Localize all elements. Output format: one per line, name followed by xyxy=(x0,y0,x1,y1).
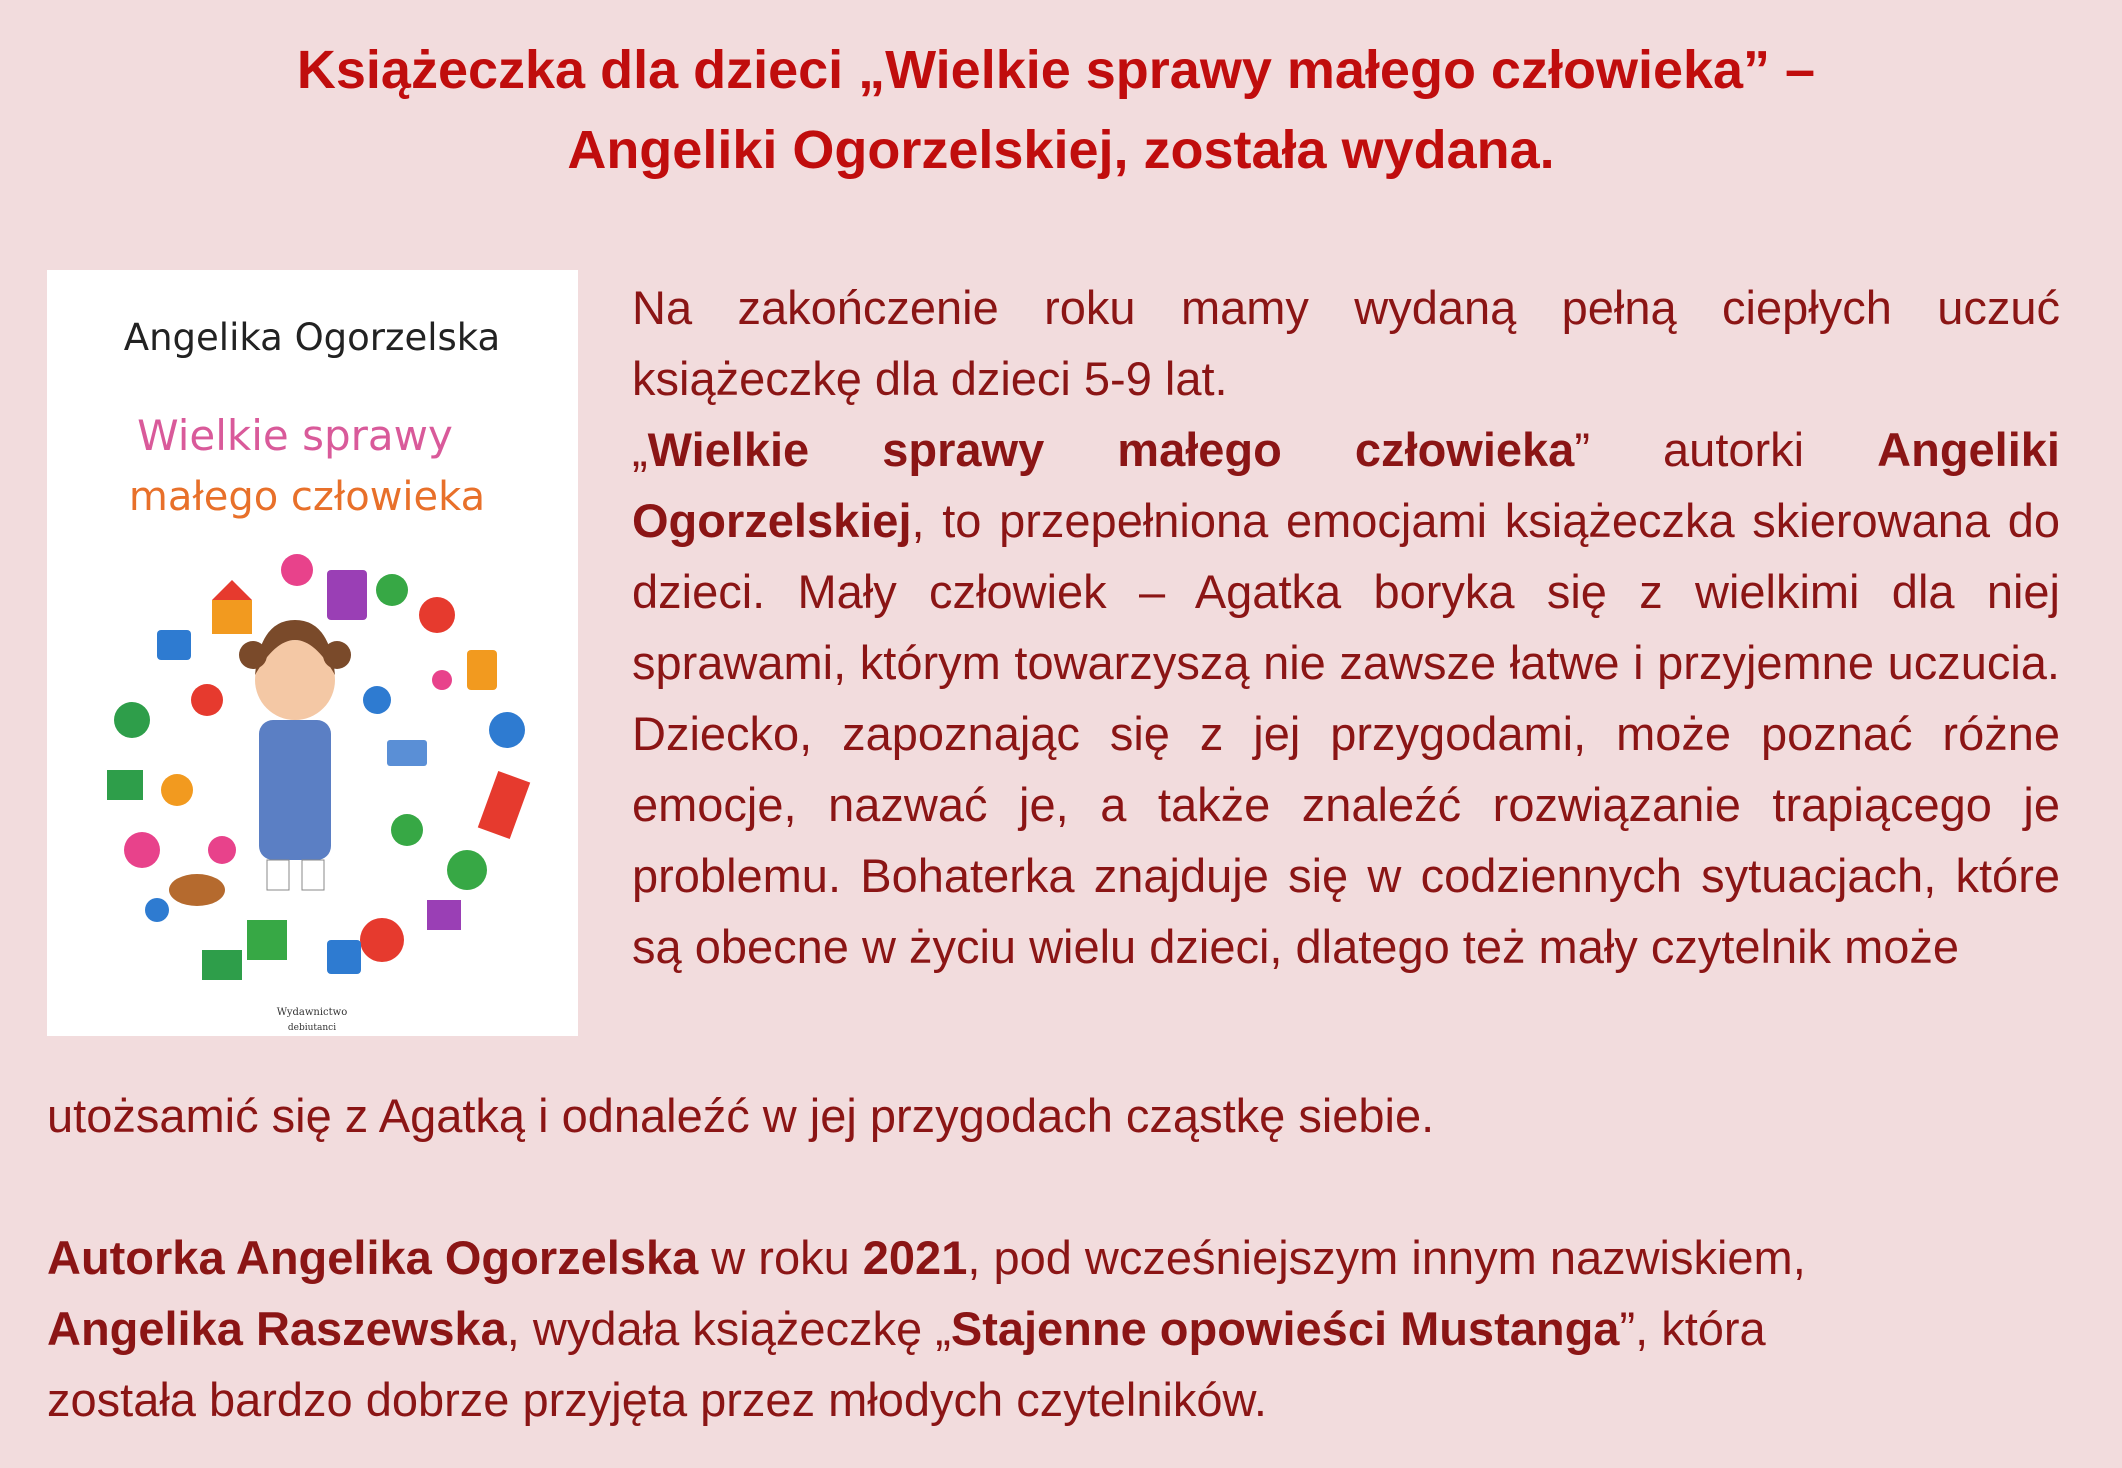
book-cover-image xyxy=(47,270,578,1036)
previous-book-title: Stajenne opowieści Mustanga xyxy=(950,1302,1620,1355)
intro-text-2: „Wielkie sprawy małego człowieka” autorki Angeliki Ogorzelskiej, to przepełniona emocjami książeczka skierowana do dzieci. Mały człowiek – Agatka boryka się z wielkimi dla niej sprawami, którym towarzyszą nie zawsze łatwe i przyjemne uczucia. Dziecko, zapoznając się z jej przygodami, może poznać różne emocje, nazwać je, a także znaleźć rozwiązanie trapiącego je problemu. Bohaterka znajduje się w codziennych sytuacjach, które są obecne w życiu wielu dzieci, dlatego też mały czytelnik może xyxy=(632,423,2060,973)
author-note-line-1: Autorka Angelika Ogorzelska w roku 2021, pod wcześniejszym innym nazwiskiem, xyxy=(47,1231,1806,1284)
book-title: Wielkie sprawy małego człowieka xyxy=(647,423,1575,476)
intro-text-1: Na zakończenie roku mamy wydaną pełną ciepłych uczuć książeczkę dla dzieci 5-9 lat. xyxy=(632,281,2060,405)
cover-publisher-line-1: Wydawnictwo xyxy=(276,1007,348,1018)
cover-publisher-line-2: debiutanci xyxy=(287,1023,337,1033)
cover-title-line-1: Wielkie sprawy xyxy=(137,411,453,460)
author-note xyxy=(47,1222,2077,1435)
author-name: Angeliki Ogorzelskiej xyxy=(632,423,2060,547)
cover-author: Angelika Ogorzelska xyxy=(123,316,501,359)
toys-illustration xyxy=(107,554,530,980)
title-line-1: Książeczka dla dzieci „Wielkie sprawy małego człowieka” – xyxy=(296,40,1816,100)
cover-title-line-2: małego człowieka xyxy=(128,474,486,520)
author-note-line-2: Angelika Raszewska, wydała książeczkę „Stajenne opowieści Mustanga”, która xyxy=(47,1302,1766,1355)
intro-continuation: utożsamić się z Agatką i odnaleźć w jej przygodach cząstkę siebie. xyxy=(47,1089,1435,1142)
intro-paragraph xyxy=(632,272,2060,982)
author-note-line-3: została bardzo dobrze przyjęta przez młodych czytelników. xyxy=(47,1373,1267,1426)
page-title xyxy=(0,30,2122,190)
title-line-2: Angeliki Ogorzelskiej, została wydana. xyxy=(567,120,1555,180)
